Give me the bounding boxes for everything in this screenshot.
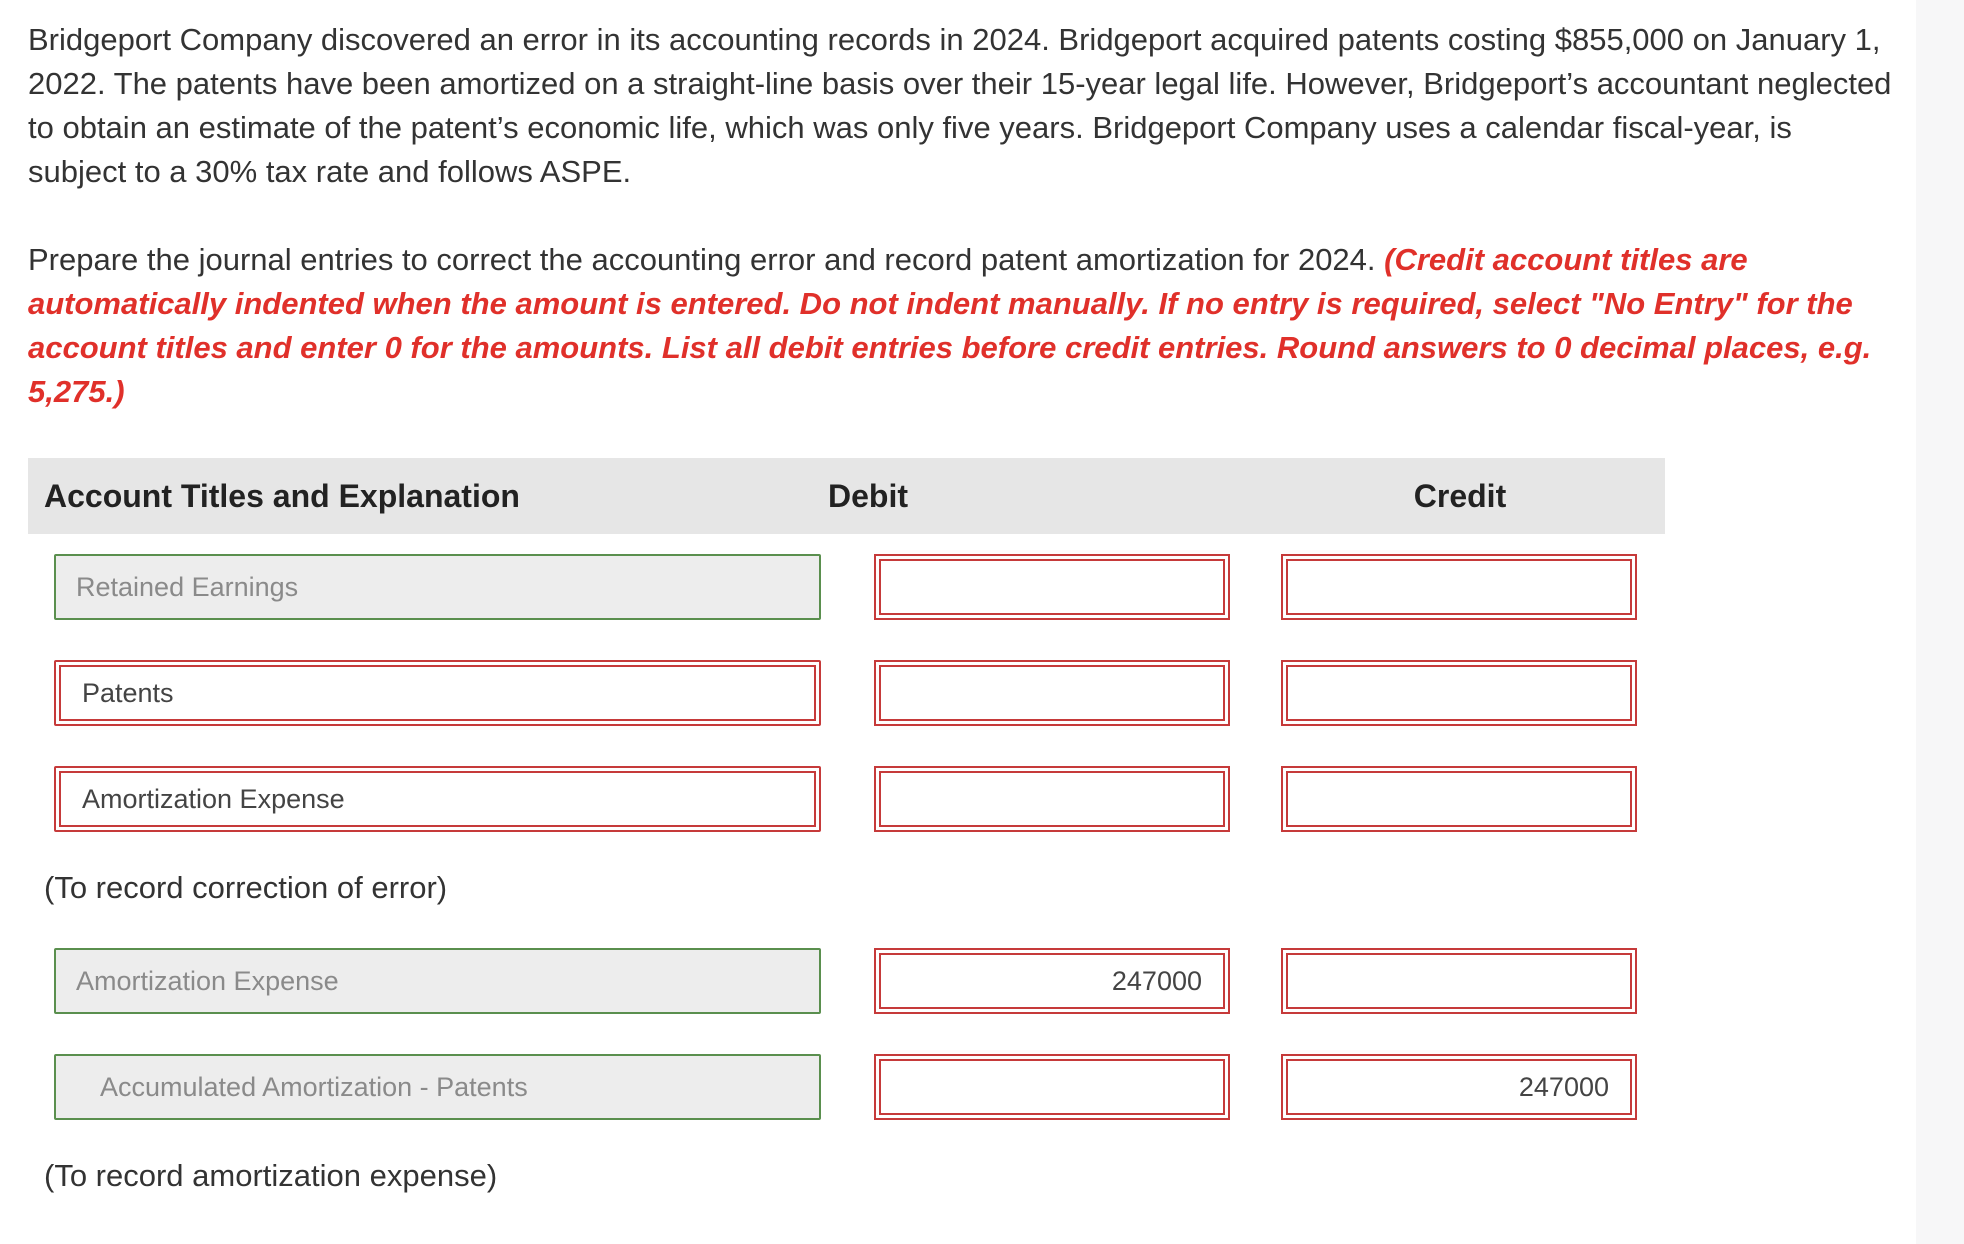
journal-entry-table xyxy=(28,458,1665,1193)
debit-input[interactable] xyxy=(874,660,1230,726)
credit-input[interactable]: 247000 xyxy=(1281,1054,1637,1120)
account-title-select[interactable]: Accumulated Amortization - Patents xyxy=(54,1054,821,1120)
entry-explanation: (To record correction of error) xyxy=(44,870,448,905)
debit-input[interactable] xyxy=(874,766,1230,832)
debit-input[interactable]: 247000 xyxy=(874,948,1230,1014)
credit-input[interactable] xyxy=(1281,948,1637,1014)
credit-input[interactable] xyxy=(1281,766,1637,832)
credit-input[interactable] xyxy=(1281,660,1637,726)
table-row xyxy=(28,660,1665,726)
credit-input[interactable] xyxy=(1281,554,1637,620)
instructions-main: Prepare the journal entries to correct the accounting error and record patent amortization for 2024. xyxy=(28,242,1385,277)
account-title-select[interactable]: Amortization Expense xyxy=(54,948,821,1014)
table-row xyxy=(28,1054,1665,1120)
account-title-select[interactable]: Amortization Expense xyxy=(54,766,821,832)
debit-input[interactable] xyxy=(874,554,1230,620)
header-account-titles: Account Titles and Explanation xyxy=(44,478,520,514)
instructions-highlight: (Credit account titles are automatically indented when the amount is entered. Do not indent manually. If no entry is required, select "No Entry" for the account titles and enter 0 for the amounts. List all debit entries before credit entries. Round answers to 0 decimal places, e.g. 5,275.) xyxy=(28,242,1872,409)
question-content xyxy=(28,18,1898,414)
debit-input[interactable] xyxy=(874,1054,1230,1120)
problem-text: Bridgeport Company discovered an error in its accounting records in 2024. Bridgeport acquired patents costing $855,000 on January 1, 2022. The patents have been amortized on a straight-line basis over their 15-year legal life. However, Bridgeport’s accountant neglected to obtain an estimate of the patent’s economic life, which was only five years. Bridgeport Company uses a calendar fiscal-year, is subject to a 30% tax rate and follows ASPE. xyxy=(28,22,1892,189)
table-row xyxy=(28,948,1665,1014)
table-header: Account Titles and Explanation Debit Credit xyxy=(28,458,1665,534)
table-row xyxy=(28,554,1665,620)
account-title-select[interactable]: Patents xyxy=(54,660,821,726)
account-title-select[interactable]: Retained Earnings xyxy=(54,554,821,620)
entry-explanation: (To record amortization expense) xyxy=(44,1158,498,1193)
table-row xyxy=(28,766,1665,832)
right-gutter xyxy=(1916,0,1964,1244)
instructions xyxy=(28,238,1898,414)
